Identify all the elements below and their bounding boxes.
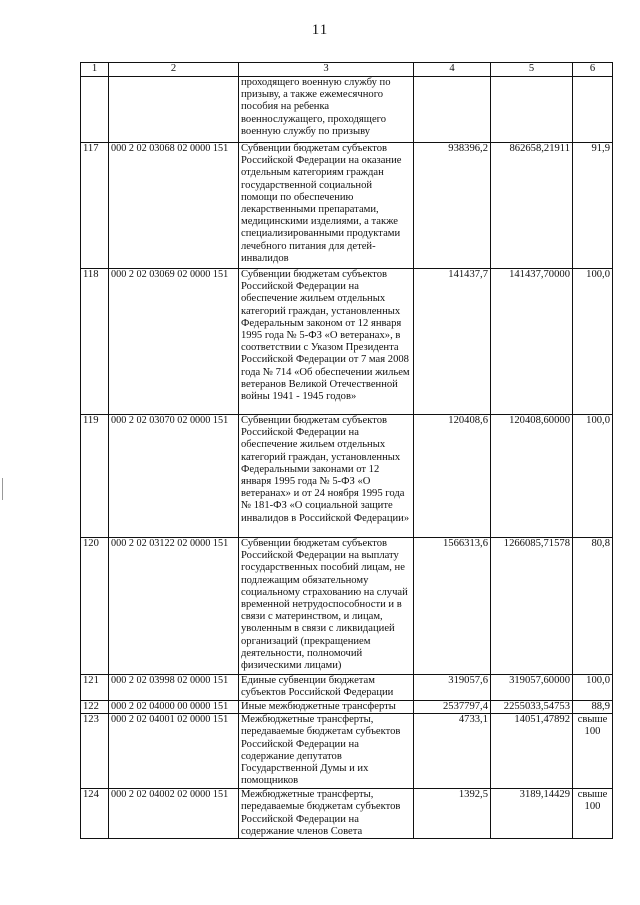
row-code: 000 2 02 03068 02 0000 151 xyxy=(109,143,239,269)
row-percent: 100,0 xyxy=(573,675,613,701)
row-percent: свыше 100 xyxy=(573,714,613,789)
row-number: 123 xyxy=(81,714,109,789)
column-header-3: 3 xyxy=(239,63,414,77)
row-actual-value: 319057,60000 xyxy=(491,675,573,701)
row-actual-value: 120408,60000 xyxy=(491,415,573,538)
row-number: 120 xyxy=(81,538,109,675)
table-row xyxy=(81,701,613,714)
budget-table xyxy=(80,62,613,839)
row-percent: 100,0 xyxy=(573,415,613,538)
row-name: Субвенции бюджетам субъектов Российской Федерации на обеспечение жильем отдельных категорий граждан, установленных Федеральным законом от 12 января 1995 года № 5-ФЗ «О ветеранах», в соответствии с Указом Президента Российской Федерации от 7 мая 2008 года № 714 «Об обеспечении жильем ветеранов Великой Отечественной войны 1941 - 1945 годов» xyxy=(239,269,414,415)
table-row xyxy=(81,714,613,789)
row-planned-value xyxy=(414,77,491,143)
table-row xyxy=(81,675,613,701)
row-number: 117 xyxy=(81,143,109,269)
row-actual-value: 14051,47892 xyxy=(491,714,573,789)
row-name: Межбюджетные трансферты, передаваемые бюджетам субъектов Российской Федерации на содержание членов Совета xyxy=(239,789,414,839)
row-number: 118 xyxy=(81,269,109,415)
row-actual-value: 141437,70000 xyxy=(491,269,573,415)
row-planned-value: 4733,1 xyxy=(414,714,491,789)
row-percent: 80,8 xyxy=(573,538,613,675)
row-actual-value: 2255033,54753 xyxy=(491,701,573,714)
row-number: 121 xyxy=(81,675,109,701)
row-name: Субвенции бюджетам субъектов Российской Федерации на оказание отдельным категориям граждан государственной социальной помощи по обеспечению лекарственными препаратами, медицинскими изделиями, а также специализированными продуктами лечебного питания для детей-инвалидов xyxy=(239,143,414,269)
table-row xyxy=(81,77,613,143)
row-number xyxy=(81,77,109,143)
table-row xyxy=(81,415,613,538)
row-name: Межбюджетные трансферты, передаваемые бюджетам субъектов Российской Федерации на содержание депутатов Государственной Думы и их помощников xyxy=(239,714,414,789)
column-header-1: 1 xyxy=(81,63,109,77)
row-name: проходящего военную службу по призыву, а также ежемесячного пособия на ребенка военнослужащего, проходящего военную службу по призыву xyxy=(239,77,414,143)
row-number: 122 xyxy=(81,701,109,714)
scan-artifact xyxy=(2,478,5,500)
row-code: 000 2 02 03998 02 0000 151 xyxy=(109,675,239,701)
row-planned-value: 141437,7 xyxy=(414,269,491,415)
row-number: 124 xyxy=(81,789,109,839)
column-header-5: 5 xyxy=(491,63,573,77)
row-percent: 88,9 xyxy=(573,701,613,714)
row-actual-value: 1266085,71578 xyxy=(491,538,573,675)
row-code: 000 2 02 04000 00 0000 151 xyxy=(109,701,239,714)
table-row xyxy=(81,789,613,839)
column-header-2: 2 xyxy=(109,63,239,77)
column-header-4: 4 xyxy=(414,63,491,77)
row-percent: 91,9 xyxy=(573,143,613,269)
table-row xyxy=(81,269,613,415)
row-planned-value: 938396,2 xyxy=(414,143,491,269)
row-code: 000 2 02 04002 02 0000 151 xyxy=(109,789,239,839)
table-row xyxy=(81,143,613,269)
row-actual-value xyxy=(491,77,573,143)
row-name: Субвенции бюджетам субъектов Российской Федерации на выплату государственных пособий лицам, не подлежащим обязательному социальному страхованию на случай временной нетрудоспособности и в связи с материнством, и лицам, уволенным в связи с ликвидацией организаций (прекращением деятельности, полномочий физическими лицами) xyxy=(239,538,414,675)
row-actual-value: 862658,21911 xyxy=(491,143,573,269)
table-row xyxy=(81,538,613,675)
row-planned-value: 120408,6 xyxy=(414,415,491,538)
row-number: 119 xyxy=(81,415,109,538)
row-percent: 100,0 xyxy=(573,269,613,415)
row-planned-value: 1392,5 xyxy=(414,789,491,839)
row-code: 000 2 02 03122 02 0000 151 xyxy=(109,538,239,675)
row-name: Единые субвенции бюджетам субъектов Российской Федерации xyxy=(239,675,414,701)
row-name: Иные межбюджетные трансферты xyxy=(239,701,414,714)
row-actual-value: 3189,14429 xyxy=(491,789,573,839)
row-percent xyxy=(573,77,613,143)
row-code: 000 2 02 04001 02 0000 151 xyxy=(109,714,239,789)
row-code xyxy=(109,77,239,143)
row-code: 000 2 02 03070 02 0000 151 xyxy=(109,415,239,538)
page-number: 11 xyxy=(311,22,329,38)
row-planned-value: 1566313,6 xyxy=(414,538,491,675)
column-header-6: 6 xyxy=(573,63,613,77)
row-planned-value: 2537797,4 xyxy=(414,701,491,714)
row-name: Субвенции бюджетам субъектов Российской Федерации на обеспечение жильем отдельных категорий граждан, установленных Федеральными законами от 12 января 1995 года № 5-ФЗ «О ветеранах» и от 24 ноября 1995 года № 181-ФЗ «О социальной защите инвалидов в Российской Федерации» xyxy=(239,415,414,538)
row-planned-value: 319057,6 xyxy=(414,675,491,701)
row-percent: свыше 100 xyxy=(573,789,613,839)
header-row xyxy=(81,63,613,77)
row-code: 000 2 02 03069 02 0000 151 xyxy=(109,269,239,415)
